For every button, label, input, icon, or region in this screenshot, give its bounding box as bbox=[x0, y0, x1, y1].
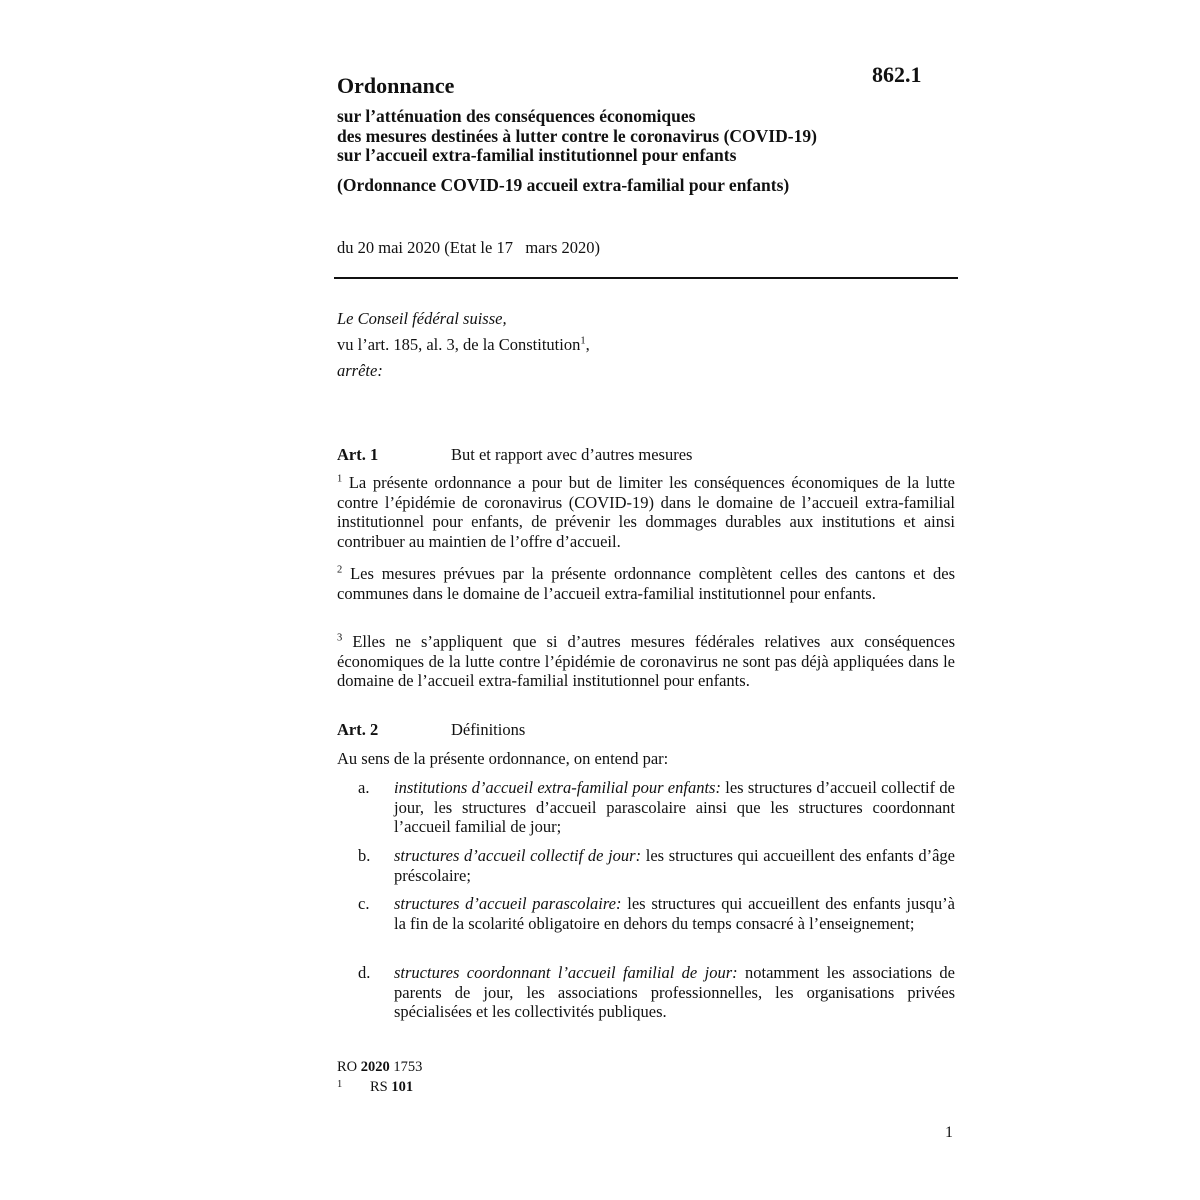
definition-text: notamment les associations de parents de jour, les associations professionnelles, les organisations privées spécialisées et les collectivités publiques. bbox=[394, 963, 956, 1021]
preamble-basis bbox=[337, 335, 590, 355]
article-1-paragraph-3 bbox=[337, 632, 955, 691]
footnote-number: 1 bbox=[337, 1079, 343, 1090]
document-title: Ordonnance bbox=[337, 73, 455, 98]
definition-letter: d. bbox=[358, 963, 371, 982]
definition-letter: c. bbox=[358, 894, 370, 913]
footnote-ref[interactable]: 1 bbox=[580, 335, 586, 347]
paragraph-text: Elles ne s’appliquent que si d’autres mesures fédérales relatives aux conséquences économiques de la lutte contre l’épidémie de coronavirus ne sont pas déjà appliquées dans le domaine de l’accueil extra-familial institutionnel pour enfants. bbox=[337, 632, 955, 690]
subtitle-line: des mesures destinées à lutter contre le coronavirus (COVID-19) bbox=[337, 125, 817, 146]
preamble-decree: arrête: bbox=[337, 361, 383, 380]
definition-letter: b. bbox=[358, 846, 371, 865]
preamble-basis-end: , bbox=[585, 335, 590, 354]
preamble-authority: Le Conseil fédéral suisse, bbox=[337, 309, 507, 328]
article-number: Art. 1 bbox=[337, 445, 379, 464]
paragraph-text: Les mesures prévues par la présente ordonnance complètent celles des cantons et des communes dans le domaine de l’accueil extra-familial institutionnel pour enfants. bbox=[337, 564, 955, 603]
paragraph-number: 3 bbox=[337, 632, 343, 644]
article-1-paragraph-1 bbox=[337, 473, 955, 551]
ro-page: 1753 bbox=[389, 1059, 423, 1075]
paragraph-number: 2 bbox=[337, 564, 343, 576]
short-title: (Ordonnance COVID-19 accueil extra-familial pour enfants) bbox=[337, 175, 790, 195]
article-1-paragraph-2 bbox=[337, 564, 955, 603]
paragraph-number: 1 bbox=[337, 473, 343, 485]
date-line: du 20 mai 2020 (Etat le 17 mars 2020) bbox=[337, 238, 601, 257]
ro-year: 2020 bbox=[360, 1059, 390, 1075]
definition-term: structures d’accueil collectif de jour: bbox=[394, 846, 642, 865]
subtitle-line: sur l’accueil extra-familial institutionnel pour enfants bbox=[337, 145, 737, 165]
definition-text: les structures qui accueillent des enfants d’âge préscolaire; bbox=[394, 846, 955, 885]
preamble-basis-text: vu l’art. 185, al. 3, de la Constitution bbox=[337, 335, 581, 354]
article-number: Art. 2 bbox=[337, 720, 379, 739]
subtitle-line: sur l’atténuation des conséquences économiques bbox=[337, 106, 696, 126]
definition-letter: a. bbox=[358, 778, 370, 797]
definition-text: les structures d’accueil collectif de jour, les structures d’accueil parascolaire ainsi que les structures coordonnant l’accueil familial de jour; bbox=[394, 778, 955, 836]
article-title: Définitions bbox=[451, 720, 526, 739]
definition-term: structures d’accueil parascolaire: bbox=[394, 894, 622, 913]
article-2-intro: Au sens de la présente ordonnance, on entend par: bbox=[337, 749, 669, 768]
definition-item bbox=[337, 778, 955, 837]
sr-number: 862.1 bbox=[872, 62, 922, 87]
footnote-ref-link[interactable]: 101 bbox=[391, 1079, 414, 1095]
definition-item bbox=[337, 894, 955, 933]
footnote-text bbox=[370, 1079, 413, 1096]
footnote-prefix: RS bbox=[370, 1079, 392, 1095]
page-number: 1 bbox=[945, 1124, 953, 1141]
definition-term: structures coordonnant l’accueil familial de jour: bbox=[394, 963, 738, 982]
definition-term: institutions d’accueil extra-familial pour enfants: bbox=[394, 778, 721, 797]
document-subtitle bbox=[337, 107, 957, 166]
definition-item bbox=[337, 846, 955, 885]
article-title: But et rapport avec d’autres mesures bbox=[451, 445, 693, 464]
paragraph-text: La présente ordonnance a pour but de limiter les conséquences économiques de la lutte contre l’épidémie de coronavirus (COVID-19) dans le domaine de l’accueil extra-familial institutionnel pour enfants, de prévenir les dommages durables aux institutions et ainsi contribuer au maintien de l’offre d’accueil. bbox=[337, 473, 955, 551]
definition-item bbox=[337, 963, 955, 1022]
ro-prefix: RO bbox=[337, 1059, 361, 1075]
header-divider bbox=[334, 277, 958, 279]
article-2-heading bbox=[337, 720, 525, 740]
article-1-heading bbox=[337, 445, 692, 465]
official-compilation-ref bbox=[337, 1058, 422, 1077]
definition-text: les structures qui accueillent des enfants jusqu’à la fin de la scolarité obligatoire en dehors du temps consacré à l’enseignement; bbox=[394, 894, 956, 933]
